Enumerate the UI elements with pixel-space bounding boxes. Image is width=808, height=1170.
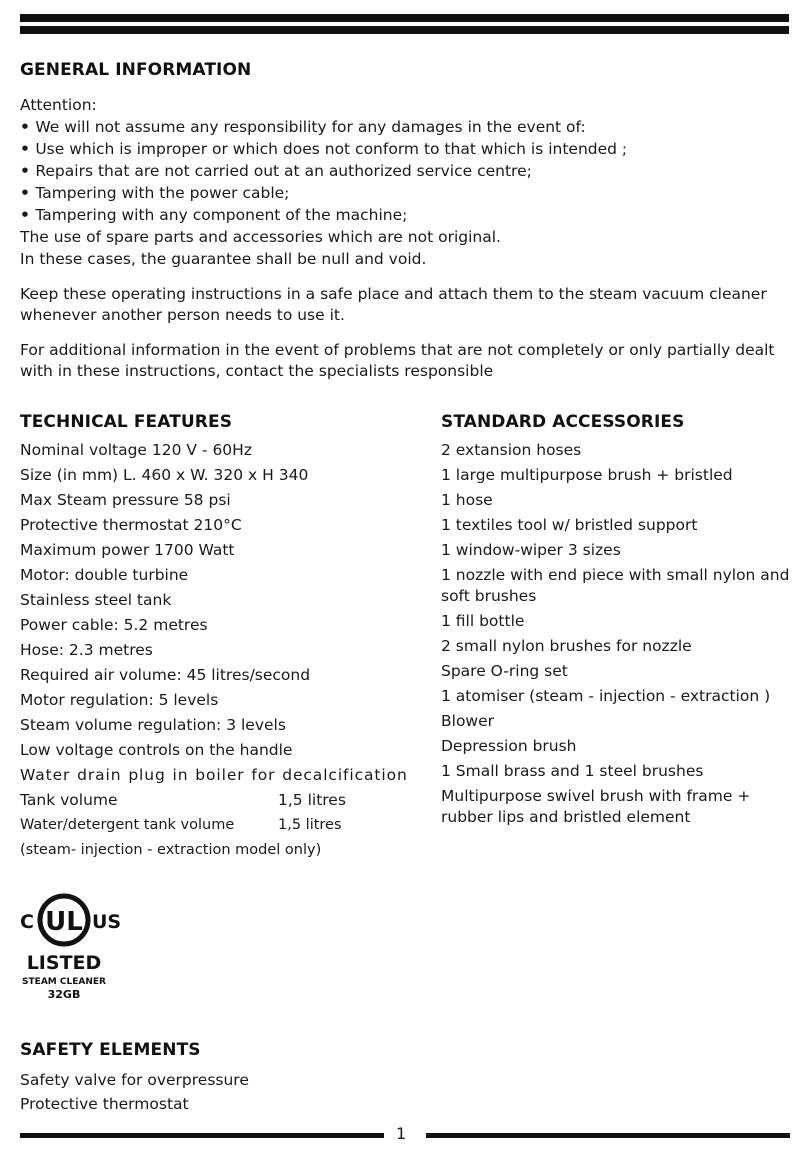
accessory-line: Blower bbox=[441, 712, 495, 730]
accessory-line-swivel: Multipurpose swivel brush with frame + rubber lips and bristled element bbox=[441, 787, 751, 826]
accessory-line: 1 hose bbox=[441, 491, 493, 509]
technical-features-section bbox=[20, 412, 440, 863]
accessory-line: 1 large multipurpose brush + bristled bbox=[441, 466, 733, 484]
tank-volume-label: Tank volume bbox=[20, 791, 118, 809]
spec-line-drain: Water drain plug in boiler for decalcification bbox=[20, 766, 408, 784]
general-information-section bbox=[20, 60, 788, 382]
footer-rule-right bbox=[426, 1133, 790, 1138]
ul-listed-logo bbox=[18, 888, 138, 1008]
keep-instructions-text: Keep these operating instructions in a safe place and attach them to the steam vacuum cleaner whenever another person needs to use it. bbox=[20, 285, 767, 324]
bullet-item: • Tampering with the power cable; bbox=[20, 182, 788, 204]
bullet-item: • Repairs that are not carried out at an authorized service centre; bbox=[20, 160, 788, 182]
accessory-line: 1 textiles tool w/ bristled support bbox=[441, 516, 698, 534]
bullet-item: • We will not assume any responsibility for any damages in the event of: bbox=[20, 116, 788, 138]
spec-line: Motor: double turbine bbox=[20, 566, 189, 584]
section-title-general: GENERAL INFORMATION bbox=[20, 60, 252, 80]
detergent-volume-label: Water/detergent tank volume bbox=[20, 817, 235, 833]
footer-rule-left bbox=[20, 1133, 384, 1138]
spec-line-tank bbox=[20, 788, 440, 813]
accessory-line: 2 small nylon brushes for nozzle bbox=[441, 637, 692, 655]
section-title-technical: TECHNICAL FEATURES bbox=[20, 412, 233, 432]
spec-line: Required air volume: 45 litres/second bbox=[20, 666, 311, 684]
accessory-line: 2 extansion hoses bbox=[441, 441, 582, 459]
spec-line: Hose: 2.3 metres bbox=[20, 641, 153, 659]
standard-accessories-section bbox=[441, 412, 791, 830]
spec-line: Protective thermostat 210°C bbox=[20, 516, 242, 534]
spare-parts-text: The use of spare parts and accessories which are not original. bbox=[20, 228, 501, 246]
spec-line: Size (in mm) L. 460 x W. 320 x H 340 bbox=[20, 466, 309, 484]
accessory-line: Spare O-ring set bbox=[441, 662, 568, 680]
ul-logo-us: US bbox=[92, 911, 122, 933]
additional-info-text: For additional information in the event of problems that are not completely or only partially dealt with in these instructions, contact the specialists responsible bbox=[20, 341, 775, 380]
ul-logo-product: STEAM CLEANER bbox=[22, 977, 106, 987]
tank-volume-value: 1,5 litres bbox=[278, 791, 346, 809]
accessory-line: 1 atomiser (steam - injection - extraction ) bbox=[441, 687, 771, 705]
detergent-volume-value: 1,5 litres bbox=[278, 817, 342, 833]
section-title-safety: SAFETY ELEMENTS bbox=[20, 1040, 201, 1060]
page-number: 1 bbox=[396, 1124, 407, 1143]
accessory-line: Depression brush bbox=[441, 737, 577, 755]
spec-line: Nominal voltage 120 V - 60Hz bbox=[20, 441, 252, 459]
spec-line: Steam volume regulation: 3 levels bbox=[20, 716, 286, 734]
guarantee-void-text: In these cases, the guarantee shall be null and void. bbox=[20, 250, 427, 268]
safety-line: Protective thermostat bbox=[20, 1095, 189, 1113]
ul-logo-code: 32GB bbox=[47, 988, 81, 1001]
section-title-accessories: STANDARD ACCESSORIES bbox=[441, 412, 685, 432]
safety-elements-section bbox=[20, 1040, 249, 1116]
safety-line: Safety valve for overpressure bbox=[20, 1071, 249, 1089]
header-rule-bottom bbox=[20, 26, 789, 34]
spec-line: Max Steam pressure 58 psi bbox=[20, 491, 231, 509]
spec-line: Low voltage controls on the handle bbox=[20, 741, 293, 759]
accessory-line: 1 Small brass and 1 steel brushes bbox=[441, 762, 704, 780]
spec-line: Power cable: 5.2 metres bbox=[20, 616, 208, 634]
spec-note: (steam- injection - extraction model only) bbox=[20, 842, 322, 858]
accessory-line: 1 window-wiper 3 sizes bbox=[441, 541, 621, 559]
ul-logo-listed: LISTED bbox=[26, 952, 102, 974]
ul-logo-mark: UL bbox=[45, 907, 83, 937]
spec-line: Maximum power 1700 Watt bbox=[20, 541, 235, 559]
spec-line: Stainless steel tank bbox=[20, 591, 172, 609]
header-rule-top bbox=[20, 14, 789, 22]
bullet-item: • Tampering with any component of the machine; bbox=[20, 204, 788, 226]
ul-logo-c: C bbox=[20, 911, 34, 933]
accessory-line-nozzle: 1 nozzle with end piece with small nylon and soft brushes bbox=[441, 566, 790, 605]
accessory-line: 1 fill bottle bbox=[441, 612, 525, 630]
spec-line-detergent bbox=[20, 813, 440, 838]
spec-line: Motor regulation: 5 levels bbox=[20, 691, 219, 709]
attention-label: Attention: bbox=[20, 96, 97, 114]
bullet-item: • Use which is improper or which does not conform to that which is intended ; bbox=[20, 138, 788, 160]
